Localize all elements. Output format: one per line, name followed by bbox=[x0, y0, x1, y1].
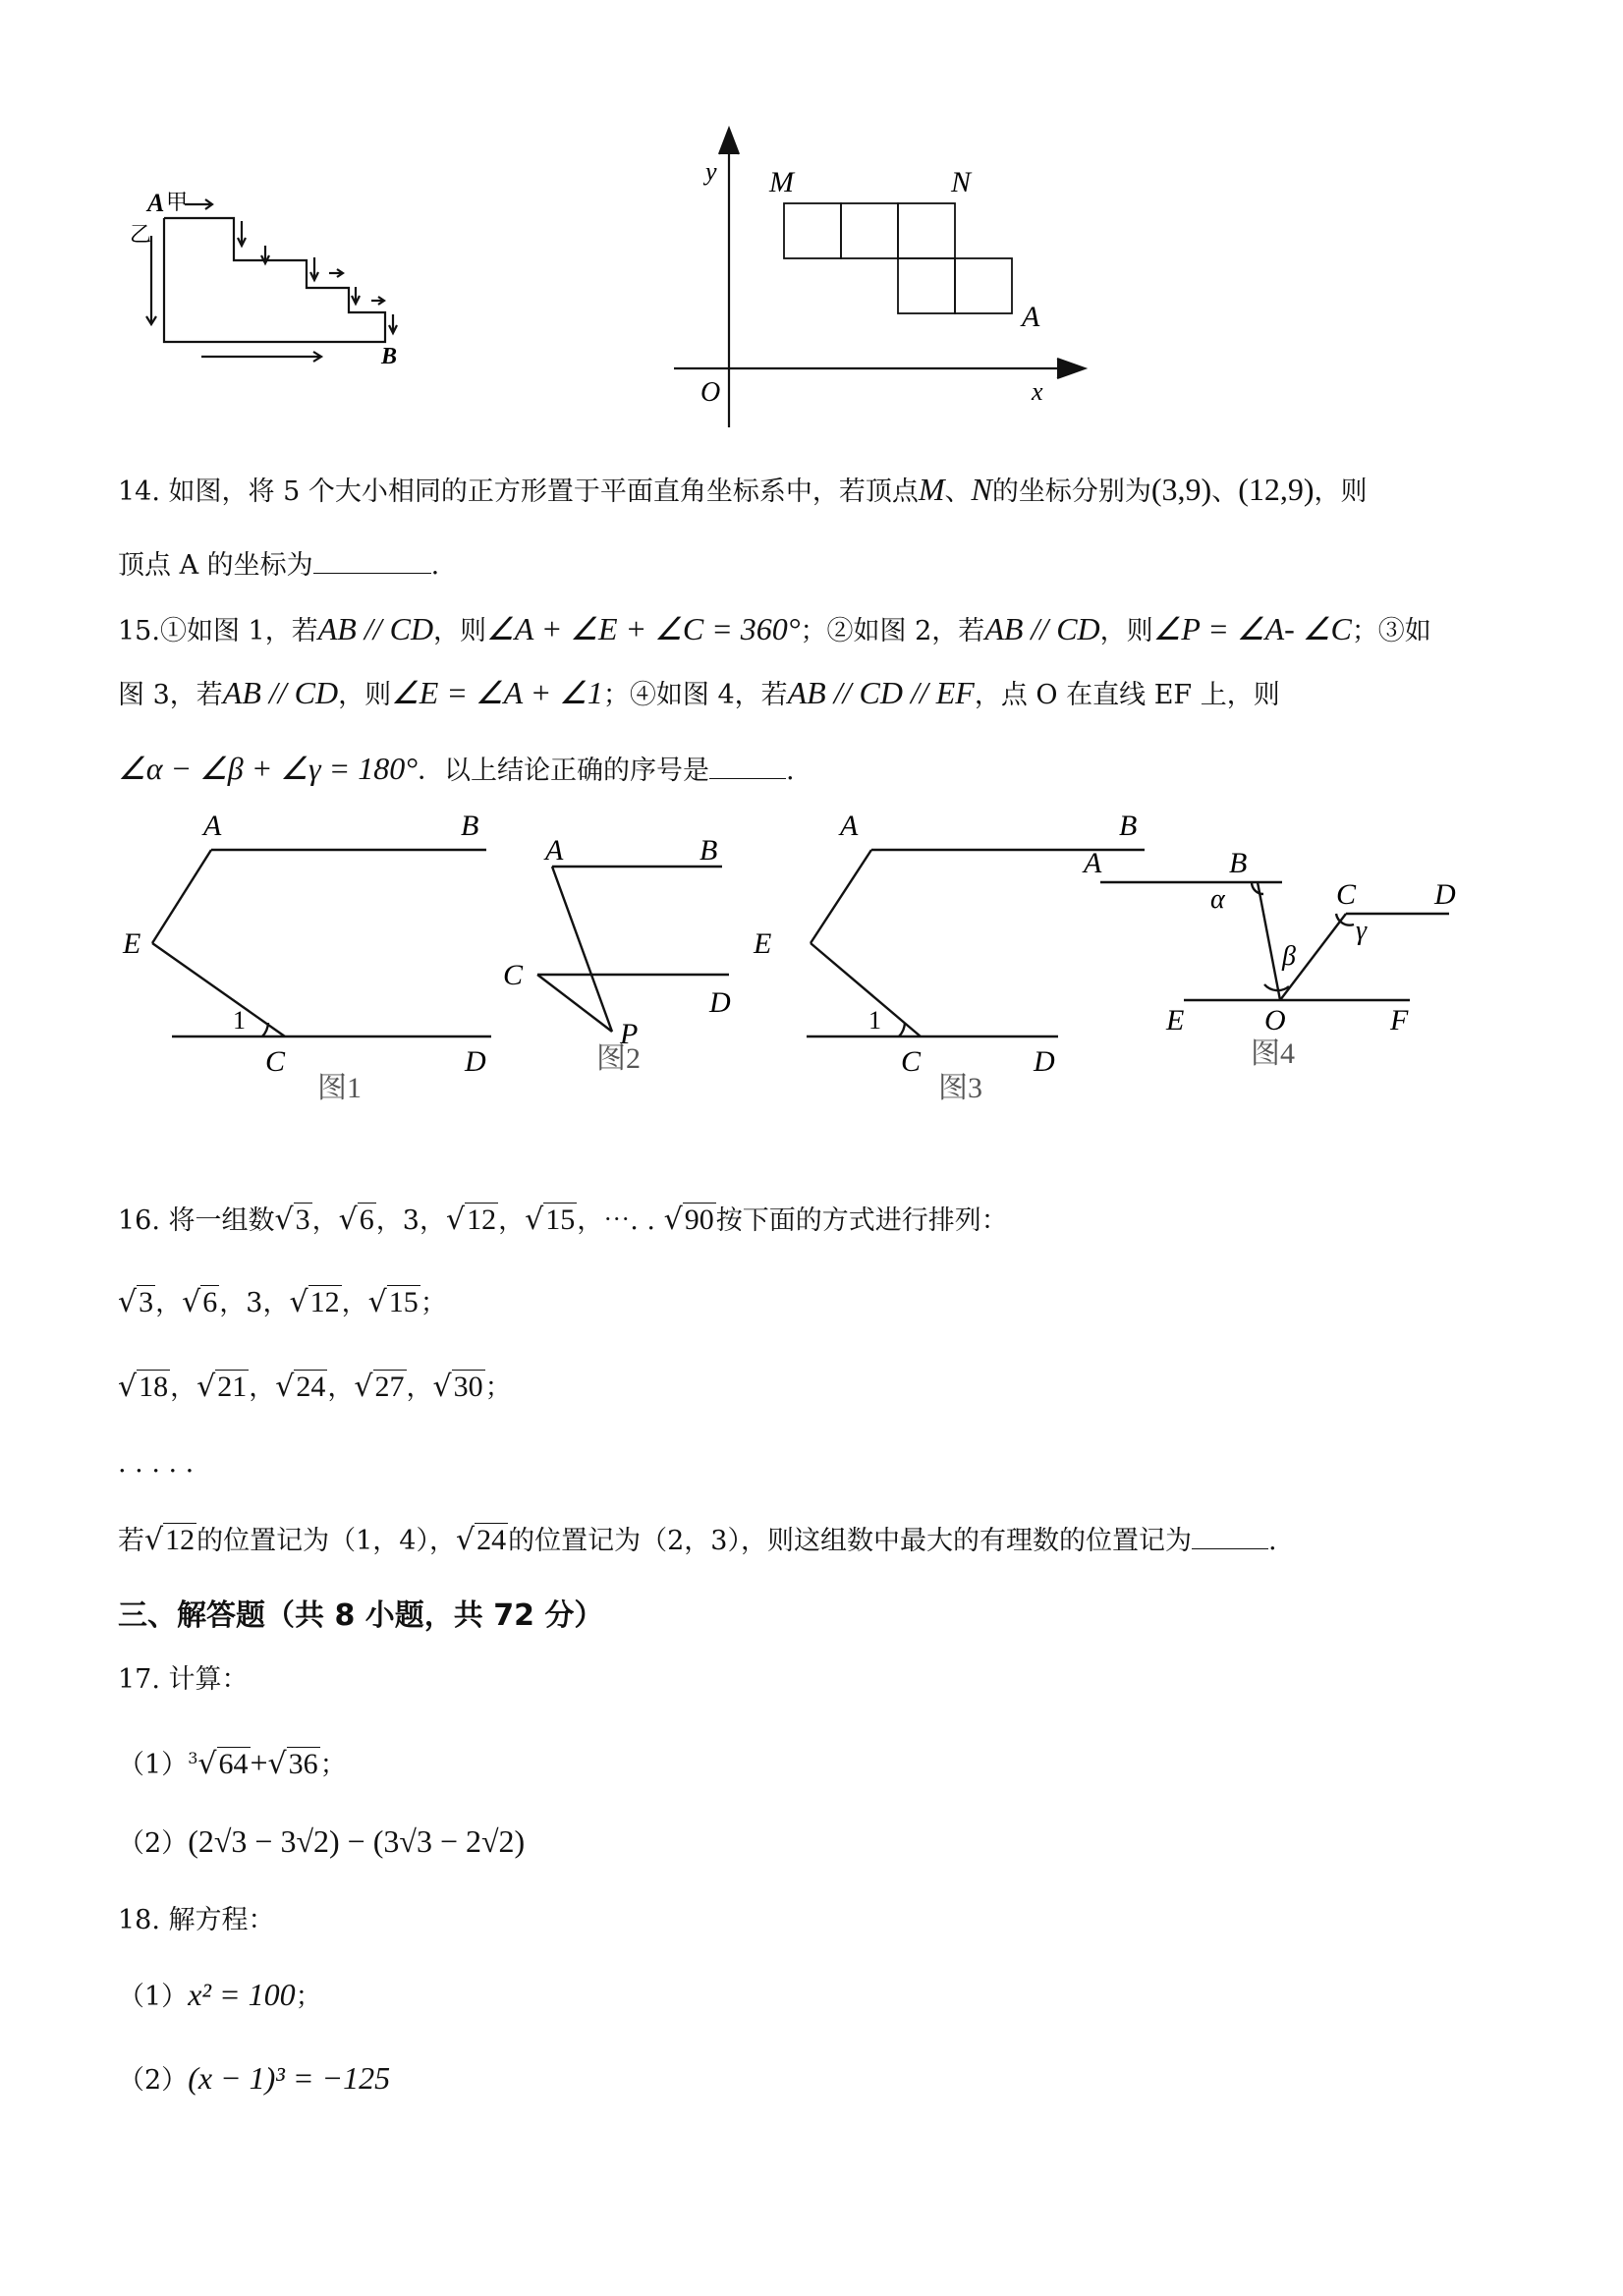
q15-line3 bbox=[118, 749, 795, 791]
q16-number: 16. bbox=[118, 1205, 160, 1236]
root-15: √15 bbox=[525, 1203, 576, 1237]
q18-expr1: x² = 100 bbox=[188, 1977, 296, 2012]
q17-expr: (2√3 − 3√2) − (3√3 − 2√2) bbox=[188, 1823, 526, 1859]
fig4-alpha: α bbox=[1210, 884, 1225, 915]
root-90: √90 bbox=[663, 1203, 714, 1237]
q18-text: 解方程： bbox=[168, 1905, 275, 1935]
q15-eq3: ∠E = ∠A + ∠1 bbox=[391, 675, 603, 710]
label-yi: 乙 bbox=[130, 222, 152, 247]
q14-coord2: (12,9) bbox=[1238, 472, 1315, 507]
fig1-c: C bbox=[265, 1045, 286, 1078]
fig2-d: D bbox=[709, 986, 731, 1019]
q17-text: 计算： bbox=[168, 1664, 249, 1695]
q14-text3: ，则 bbox=[1314, 476, 1368, 507]
q16-question: 若√12的位置记为（1，4），√24的位置记为（2，3），则这组数中最大的有理数的位置记为 . bbox=[118, 1523, 1277, 1557]
fig4-gamma: γ bbox=[1356, 916, 1368, 946]
fig4-d: D bbox=[1434, 878, 1456, 911]
fig2-b: B bbox=[700, 834, 718, 867]
q15-t2: ，则 bbox=[433, 616, 487, 646]
fig4-c: C bbox=[1336, 878, 1357, 911]
root-12: √12 bbox=[445, 1203, 497, 1237]
q14-text2: 的坐标分别为 bbox=[991, 476, 1151, 507]
fig1-d: D bbox=[465, 1045, 486, 1078]
q15-t4: ，则 bbox=[1099, 616, 1153, 646]
q15-line2 bbox=[118, 673, 1280, 715]
q15-t1: ①如图 1，若 bbox=[159, 616, 318, 646]
staircase-figure bbox=[128, 177, 422, 383]
q14-n: N bbox=[971, 472, 992, 507]
q15-eq1: ∠A + ∠E + ∠C = 360° bbox=[486, 611, 801, 646]
q16-t1: 将一组数 bbox=[168, 1205, 275, 1236]
fig2-c: C bbox=[503, 959, 524, 991]
label-n: N bbox=[951, 166, 972, 198]
q17-part2: （2）(2√3 − 3√2) − (3√3 − 2√2) bbox=[118, 1823, 526, 1859]
q14-coord1: (3,9) bbox=[1150, 472, 1212, 507]
q14-text4: 顶点 A 的坐标为 bbox=[118, 550, 313, 581]
root-6: √6 bbox=[338, 1203, 374, 1237]
q15-ab2: AB // CD bbox=[984, 611, 1100, 646]
fig2-a: A bbox=[545, 834, 564, 867]
axis-x: x bbox=[1032, 377, 1043, 406]
q15-ab4: AB // CD // EF bbox=[787, 675, 975, 710]
label-jia: 甲 bbox=[166, 190, 189, 214]
coordinate-figure bbox=[668, 123, 1100, 437]
q16-answer-blank[interactable] bbox=[1192, 1521, 1268, 1549]
q17-part1: $(1)^3√64+√36$； bbox=[118, 1745, 347, 1781]
q15-answer-blank[interactable] bbox=[709, 751, 786, 779]
label-a: A bbox=[1022, 301, 1040, 333]
q15-t9: ，点 O 在直线 EF 上，则 bbox=[974, 680, 1280, 710]
q15-line1 bbox=[118, 609, 1431, 651]
q15-ab1: AB // CD bbox=[317, 611, 434, 646]
q15-eq4: ∠α − ∠β + ∠γ = 180° bbox=[118, 751, 418, 786]
q15-t10: ．以上结论正确的序号是 bbox=[417, 756, 709, 786]
fig3-e: E bbox=[754, 927, 772, 960]
fig1-a: A bbox=[203, 810, 222, 842]
q18-title bbox=[118, 1901, 275, 1940]
q15-ab3: AB // CD bbox=[222, 675, 339, 710]
q18-part2: （2）(x − 1)³ = −125 bbox=[118, 2060, 391, 2096]
q16-ellipsis: . . . . . bbox=[118, 1448, 195, 1479]
q15-figures bbox=[113, 806, 1488, 1120]
q15-t5: ；③如 bbox=[1351, 616, 1431, 646]
q14-sep2: 、 bbox=[1211, 476, 1239, 507]
fig1-e: E bbox=[123, 927, 141, 960]
q17-title bbox=[118, 1660, 249, 1700]
q15-end: . bbox=[785, 756, 795, 786]
fig3-caption: 图3 bbox=[938, 1072, 982, 1104]
q14-line1 bbox=[118, 470, 1368, 512]
q18-number: 18. bbox=[118, 1905, 160, 1935]
q15-t7: ，则 bbox=[338, 680, 392, 710]
fig2-caption: 图2 bbox=[596, 1042, 641, 1075]
q16-row1: √3，√6，3，√12，√15； bbox=[118, 1285, 447, 1319]
fig4-f: F bbox=[1390, 1004, 1409, 1036]
q14-number: 14. bbox=[118, 476, 160, 507]
fig1-one: 1 bbox=[233, 1006, 246, 1035]
fig1-b: B bbox=[461, 810, 479, 842]
q15-t6: 图 3，若 bbox=[118, 680, 223, 710]
fig3-b: B bbox=[1119, 810, 1138, 842]
q16-row2: √18，√21，√24，√27，√30； bbox=[118, 1370, 512, 1404]
fig3-a: A bbox=[840, 810, 859, 842]
q15-eq2: ∠P = ∠A- ∠C bbox=[1152, 611, 1352, 646]
label-a: A bbox=[147, 189, 165, 217]
fig4-caption: 图4 bbox=[1251, 1037, 1295, 1070]
fig4-beta: β bbox=[1282, 941, 1296, 972]
q14-sep: 、 bbox=[944, 476, 972, 507]
q18-part1: （1）x² = 100； bbox=[118, 1977, 322, 2012]
fig4-b: B bbox=[1229, 847, 1248, 879]
q14-end: . bbox=[430, 550, 440, 581]
axis-y: y bbox=[705, 157, 717, 186]
fig3-one: 1 bbox=[868, 1006, 881, 1035]
q17-number: 17. bbox=[118, 1664, 160, 1695]
q15-t8: ；④如图 4，若 bbox=[602, 680, 788, 710]
q16-line1: 16. 将一组数√3，√6，3，√12，√15，⋯. . √90按下面的方式进行排列： bbox=[118, 1201, 1008, 1241]
fig2-p: P bbox=[620, 1018, 639, 1050]
fig1-caption: 图1 bbox=[317, 1072, 362, 1104]
q14-text1: 如图，将 5 个大小相同的正方形置于平面直角坐标系中，若顶点 bbox=[168, 476, 919, 507]
fig4-o: O bbox=[1264, 1004, 1286, 1036]
label-b: B bbox=[381, 344, 398, 369]
label-m: M bbox=[769, 166, 794, 198]
fig4-e: E bbox=[1166, 1004, 1185, 1036]
fig3-c: C bbox=[901, 1045, 922, 1078]
q15-t3: ；②如图 2，若 bbox=[800, 616, 985, 646]
fig4-a: A bbox=[1084, 847, 1102, 879]
num-3: 3 bbox=[402, 1205, 420, 1236]
origin-o: O bbox=[700, 377, 721, 408]
q14-m: M bbox=[918, 472, 945, 507]
q14-answer-blank[interactable] bbox=[313, 545, 431, 574]
root-3: √3 bbox=[274, 1203, 310, 1237]
q18-expr2: (x − 1)³ = −125 bbox=[188, 2060, 391, 2096]
dots: ⋯. . bbox=[603, 1205, 655, 1236]
q14-line2 bbox=[118, 545, 439, 586]
section-heading: 三、解答题（共 8 小题，共 72 分） bbox=[118, 1598, 604, 1633]
q16-t2: 按下面的方式进行排列： bbox=[715, 1205, 1008, 1236]
q15-number: 15. bbox=[118, 616, 160, 646]
fig3-d: D bbox=[1034, 1045, 1055, 1078]
